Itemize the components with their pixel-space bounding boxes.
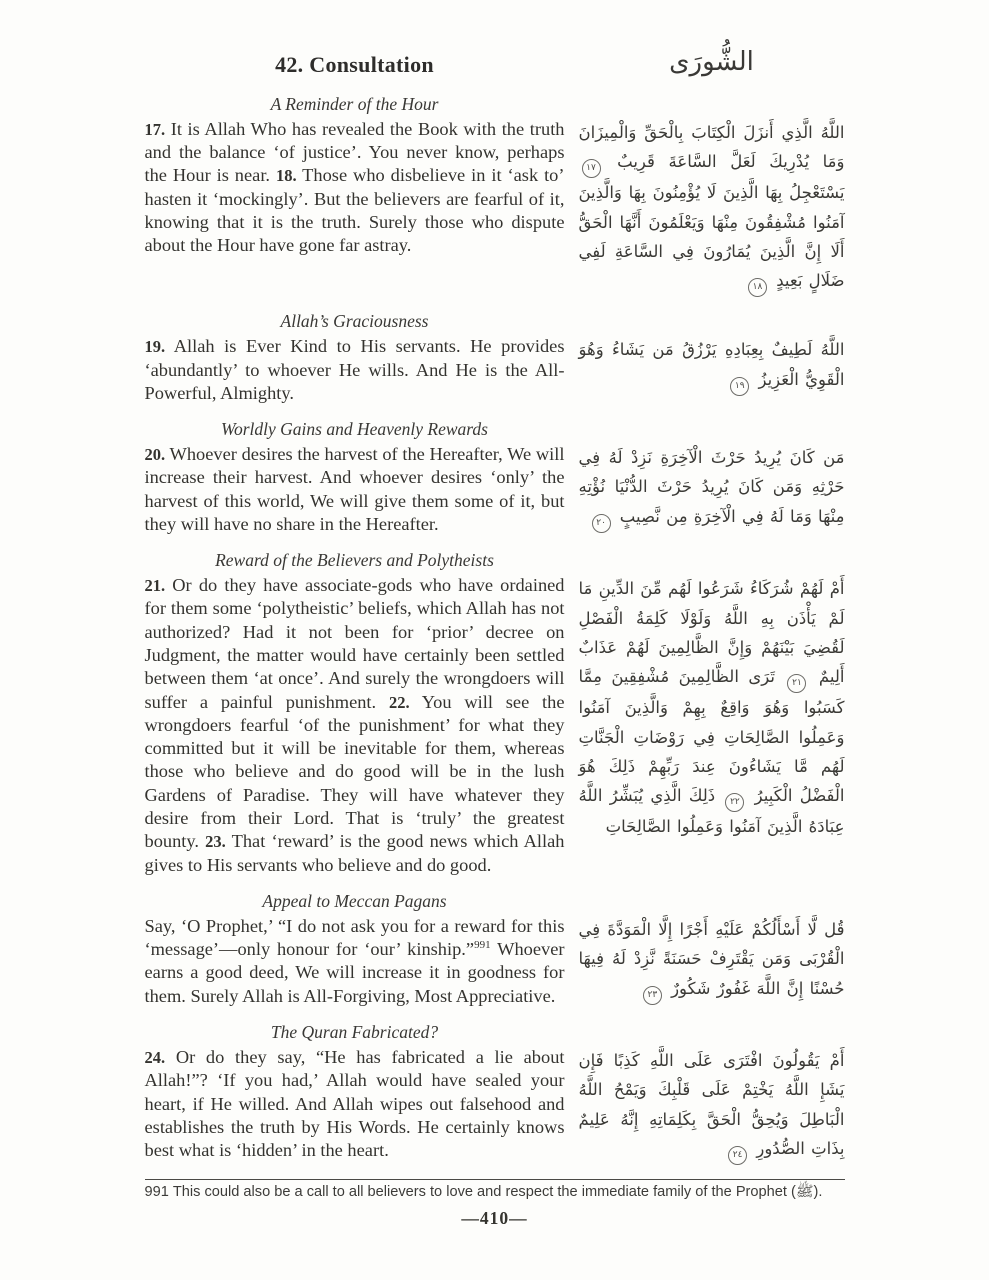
english-column	[145, 1020, 565, 1162]
footnote-text: This could also be a call to all believers to love and respect the immediate family of the Prophet (ﷺ).	[172, 1184, 823, 1201]
verse-number: 22.	[388, 692, 410, 712]
ayah-number-marker: ٢٣	[643, 986, 662, 1005]
english-column	[145, 548, 565, 877]
english-paragraph: Say, ‘O Prophet,’ “I do not ask you for a reward for this ‘message’—only honour for ‘our’ kinship.”$^{991}$ Whoever earns a good deed, We will increase it in goodness for them. Surely Allah is All-Forgiving, Most Appreciative.	[144, 915, 565, 1006]
arabic-text: أَمْ يَقُولُونَ افْتَرَى عَلَى اللَّهِ كَذِبًا فَإِن يَشَإِ اللَّهُ يَخْتِمْ عَلَى قَلْبِكَ وَيَمْحُ اللَّهُ الْبَاطِلَ وَيُحِقُّ الْحَقَّ بِكَلِمَاتِهِ إِنَّهُ عَلِيمٌ بِذَاتِ الصُّدُورِ ٢٤	[579, 1020, 845, 1165]
english-column	[145, 309, 565, 405]
footnote-rule	[145, 1179, 845, 1180]
section	[145, 417, 845, 536]
book-page	[145, 0, 845, 1229]
section	[145, 548, 845, 877]
verse-number: 23.	[205, 832, 226, 852]
arabic-text: أَمْ لَهُمْ شُرَكَاءُ شَرَعُوا لَهُم مِّنَ الدِّينِ مَا لَمْ يَأْذَن بِهِ اللَّهُ وَلَوْلَا كَلِمَةُ الْفَصْلِ لَقُضِيَ بَيْنَهُمْ وَإِنَّ الظَّالِمِينَ لَهُمْ عَذَابٌ أَلِيمٌ ٢١ تَرَى الظَّالِمِينَ مُشْفِقِينَ مِمَّا كَسَبُوا وَهُوَ وَاقِعٌ بِهِمْ وَالَّذِينَ آمَنُوا وَعَمِلُوا الصَّالِحَاتِ فِي رَوْضَاتِ الْجَنَّاتِ لَهُم مَّا يَشَاءُونَ عِندَ رَبِّهِمْ ذَلِكَ هُوَ الْفَضْلُ الْكَبِيرُ ٢٢ ذَلِكَ الَّذِي يُبَشِّرُ اللَّهُ عِبَادَهُ الَّذِينَ آمَنُوا وَعَمِلُوا الصَّالِحَاتِ	[578, 579, 845, 837]
footnote	[145, 1183, 845, 1201]
ayah-number-marker: ٢١	[787, 674, 806, 693]
section-heading: Allah’s Graciousness	[280, 311, 429, 332]
arabic-column	[579, 417, 845, 533]
footnote-reference: 991	[474, 939, 491, 952]
english-column	[145, 417, 565, 536]
ayah-number-marker: ٢٠	[592, 514, 611, 533]
arabic-column	[579, 309, 845, 395]
english-paragraph: 21. Or do they have associate-gods who have ordained for them some ‘polytheistic’ beliefs, which Allah has not authorized? Had it not been for ‘prior’ decree on Judgment, the matter would have certainly been settled between them ‘at once’. And surely the wrongdoers will suffer a painful punishment. 22. You will see the wrongdoers fearful ‘of the punishment’ for what they committed but it will be inevitable for them, whereas those who believe and do good will be in the lush Gardens of Paradise. They will have whatever they desire from their Lord. That is ‘truly’ the greatest bounty. 23. That ‘reward’ is the good news which Allah gives to His servants who believe and do good.	[144, 575, 565, 875]
section-heading: A Reminder of the Hour	[270, 93, 439, 114]
verse-number: 24.	[144, 1047, 166, 1067]
arabic-column	[579, 92, 845, 297]
section-heading: Reward of the Believers and Polytheists	[215, 550, 494, 571]
english-paragraph: 19. Allah is Ever Kind to His servants. He provides ‘abundantly’ to whoever He wills. And He is the All-Powerful, Almighty.	[144, 336, 565, 403]
arabic-column	[579, 548, 845, 842]
page-title: 42. Consultation	[275, 52, 434, 77]
section	[145, 92, 845, 297]
verse-number: 17.	[144, 119, 166, 139]
section	[145, 309, 845, 405]
title-row	[145, 47, 845, 80]
arabic-column	[579, 1020, 845, 1165]
arabic-text: اللَّهُ الَّذِي أَنزَلَ الْكِتَابَ بِالْحَقِّ وَالْمِيزَانَ وَمَا يُدْرِيكَ لَعَلَّ السَّاعَةَ قَرِيبٌ ١٧ يَسْتَعْجِلُ بِهَا الَّذِينَ لَا يُؤْمِنُونَ بِهَا وَالَّذِينَ آمَنُوا مُشْفِقُونَ مِنْهَا وَيَعْلَمُونَ أَنَّهَا الْحَقُّ أَلَا إِنَّ الَّذِينَ يُمَارُونَ فِي السَّاعَةِ لَفِي ضَلَالٍ بَعِيدٍ ١٨	[579, 92, 845, 297]
english-column	[145, 92, 565, 258]
ayah-number-marker: ١٨	[748, 278, 767, 297]
section	[145, 1020, 845, 1165]
page-number: —410—	[461, 1208, 528, 1229]
arabic-column	[579, 889, 845, 1005]
section	[145, 889, 845, 1008]
section-heading: Worldly Gains and Heavenly Rewards	[220, 419, 488, 440]
section-heading: Appeal to Meccan Pagans	[262, 890, 447, 911]
verse-number: 20.	[144, 445, 166, 465]
surah-title-arabic: الشُّورَى	[669, 47, 754, 77]
arabic-text: اللَّهُ لَطِيفٌ بِعِبَادِهِ يَرْزُقُ مَن يَشَاءُ وَهُوَ الْقَوِيُّ الْعَزِيزُ ١٩	[579, 309, 845, 395]
ayah-number-marker: ١٩	[730, 377, 749, 396]
ayah-number-marker: ٢٤	[728, 1146, 747, 1165]
verse-number: 19.	[144, 337, 166, 357]
ayah-number-marker: ٢٢	[725, 793, 744, 812]
verse-number: 21.	[144, 576, 166, 596]
english-paragraph: 20. Whoever desires the harvest of the Hereafter, We will increase their harvest. And whoever desires ‘only’ the harvest of this world, We will give them some of it, but they will have no share in the Hereafter.	[144, 444, 565, 534]
english-column	[145, 889, 565, 1008]
arabic-text: مَن كَانَ يُرِيدُ حَرْثَ الْآخِرَةِ نَزِدْ لَهُ فِي حَرْثِهِ وَمَن كَانَ يُرِيدُ حَرْثَ الدُّنْيَا نُؤْتِهِ مِنْهَا وَمَا لَهُ فِي الْآخِرَةِ مِن نَّصِيبٍ ٢٠	[579, 417, 845, 533]
footnote-block	[145, 1179, 845, 1229]
english-paragraph: 24. Or do they say, “He has fabricated a lie about Allah!”? ‘If you had,’ Allah would have sealed your heart, if He willed. And Allah wipes out falsehood and establishes the truth by His Words. He certainly knows best what is ‘hidden’ in the heart.	[144, 1046, 565, 1161]
arabic-text: قُل لَّا أَسْأَلُكُمْ عَلَيْهِ أَجْرًا إِلَّا الْمَوَدَّةَ فِي الْقُرْبَى وَمَن يَقْتَرِفْ حَسَنَةً نَّزِدْ لَهُ فِيهَا حُسْنًا إِنَّ اللَّهَ غَفُورٌ شَكُورٌ ٢٣	[579, 889, 845, 1005]
section-heading: The Quran Fabricated?	[270, 1021, 439, 1042]
verse-number: 18.	[275, 166, 297, 186]
sections	[145, 92, 845, 1165]
english-paragraph: 17. It is Allah Who has revealed the Book with the truth and the balance ‘of justice’. You never know, perhaps the Hour is near. 18. Those who disbelieve in it ‘ask to’ hasten it ‘mockingly’. But the believers are fearful of it, knowing that it is the truth. Surely those who dispute about the Hour have gone far astray.	[144, 118, 565, 256]
ayah-number-marker: ١٧	[582, 159, 601, 178]
footnote-number: 991	[144, 1184, 169, 1201]
